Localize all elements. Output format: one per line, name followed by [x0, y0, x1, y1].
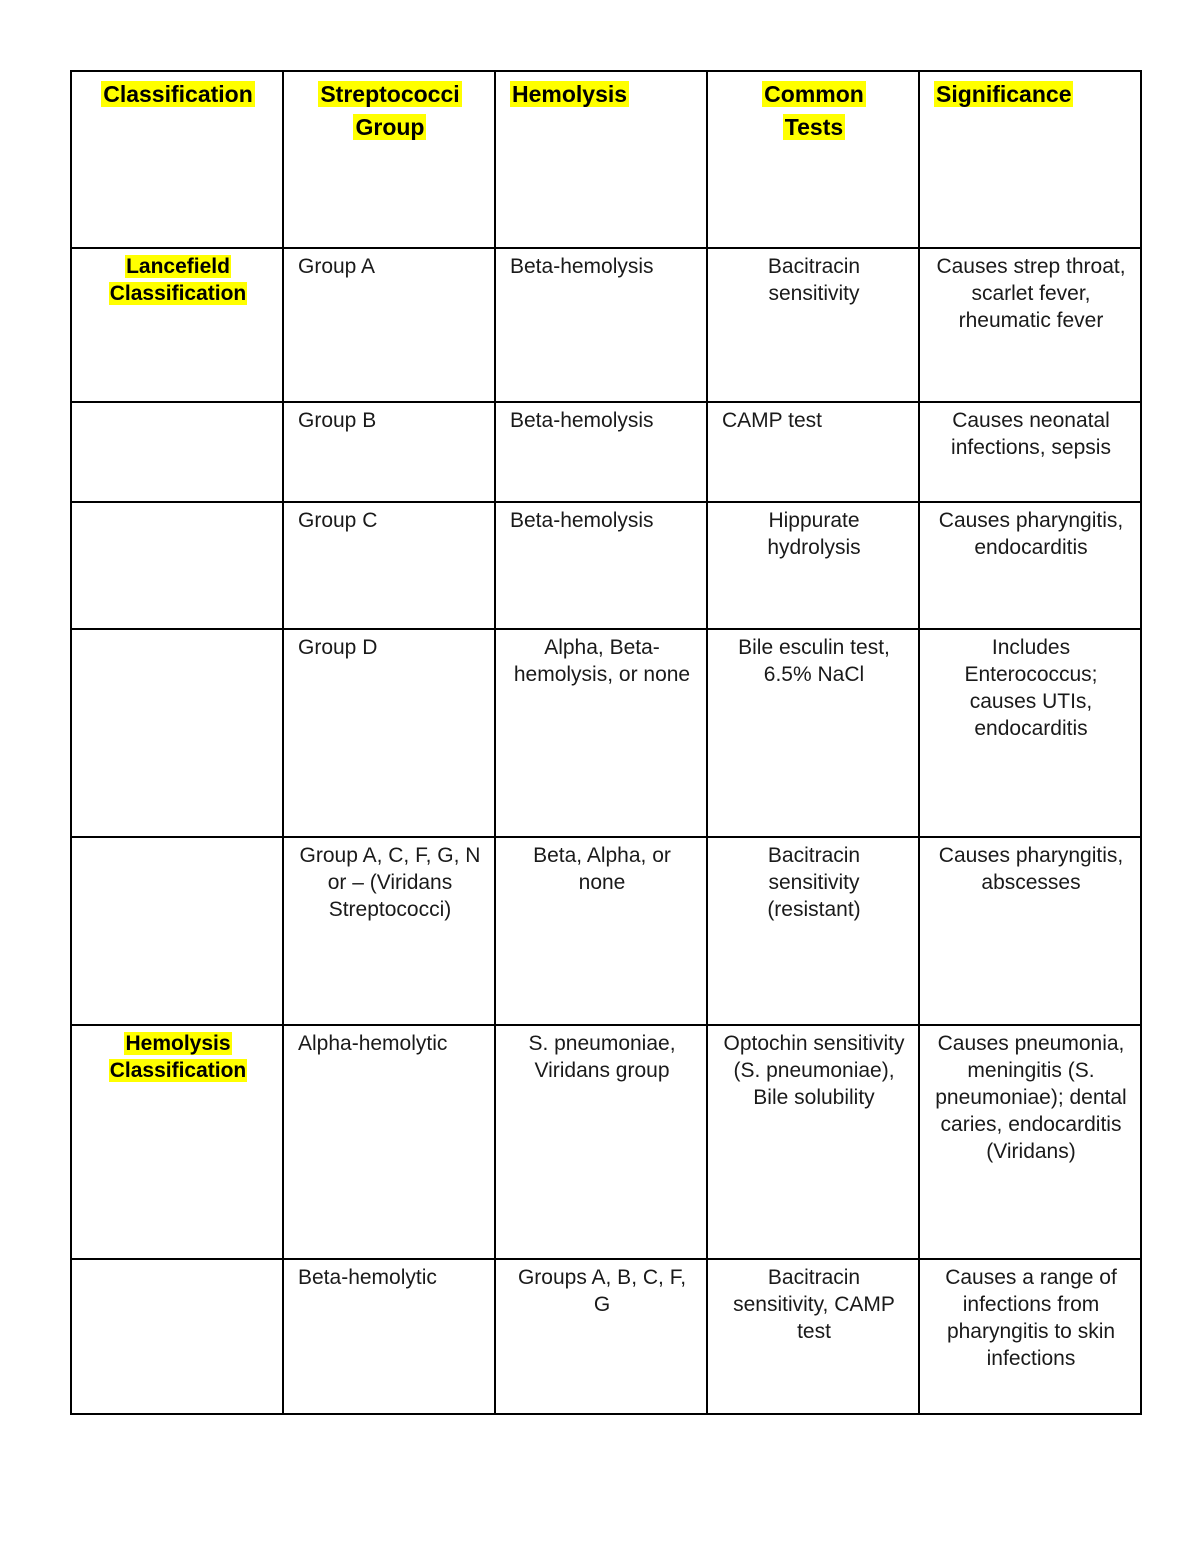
table-row [71, 1025, 1141, 1259]
tests-cell: Bile esculin test, 6.5% NaCl [707, 629, 919, 837]
significance-cell: Causes pharyngitis, abscesses [919, 837, 1141, 1025]
classification-cell [71, 1259, 283, 1414]
table-row [71, 837, 1141, 1025]
group-cell: Group A [283, 248, 495, 402]
hemolysis-cell: Alpha, Beta-hemolysis, or none [495, 629, 707, 837]
significance-cell: Causes neonatal infections, sepsis [919, 402, 1141, 502]
classification-cell [71, 629, 283, 837]
group-cell: Group C [283, 502, 495, 629]
hemolysis-cell: Beta-hemolysis [495, 502, 707, 629]
hemolysis-cell: Beta, Alpha, or none [495, 837, 707, 1025]
classification-cell: Lancefield Classification [71, 248, 283, 402]
header-classification: Classification [71, 71, 283, 248]
header-streptococci-group: Streptococci Group [283, 71, 495, 248]
group-cell: Group B [283, 402, 495, 502]
significance-cell: Causes pneumonia, meningitis (S. pneumoniae); dental caries, endocarditis (Viridans) [919, 1025, 1141, 1259]
significance-cell: Causes a range of infections from pharyngitis to skin infections [919, 1259, 1141, 1414]
tests-cell: Bacitracin sensitivity, CAMP test [707, 1259, 919, 1414]
header-common-tests: Common Tests [707, 71, 919, 248]
tests-cell: Optochin sensitivity (S. pneumoniae), Bile solubility [707, 1025, 919, 1259]
header-hemolysis: Hemolysis [495, 71, 707, 248]
table-row [71, 248, 1141, 402]
hemolysis-cell: Groups A, B, C, F, G [495, 1259, 707, 1414]
tests-cell: Bacitracin sensitivity (resistant) [707, 837, 919, 1025]
significance-cell: Includes Enterococcus; causes UTIs, endocarditis [919, 629, 1141, 837]
table-row [71, 1259, 1141, 1414]
streptococci-table [70, 70, 1142, 1415]
hemolysis-cell: Beta-hemolysis [495, 402, 707, 502]
classification-cell [71, 837, 283, 1025]
significance-cell: Causes strep throat, scarlet fever, rheumatic fever [919, 248, 1141, 402]
header-significance: Significance [919, 71, 1141, 248]
hemolysis-cell: Beta-hemolysis [495, 248, 707, 402]
hemolysis-cell: S. pneumoniae, Viridans group [495, 1025, 707, 1259]
table-row [71, 402, 1141, 502]
classification-cell: Hemolysis Classification [71, 1025, 283, 1259]
classification-cell [71, 402, 283, 502]
tests-cell: Bacitracin sensitivity [707, 248, 919, 402]
table-header-row [71, 71, 1141, 248]
table-row [71, 629, 1141, 837]
classification-cell [71, 502, 283, 629]
tests-cell: Hippurate hydrolysis [707, 502, 919, 629]
significance-cell: Causes pharyngitis, endocarditis [919, 502, 1141, 629]
group-cell: Alpha-hemolytic [283, 1025, 495, 1259]
table-row [71, 502, 1141, 629]
group-cell: Group D [283, 629, 495, 837]
group-cell: Group A, C, F, G, N or – (Viridans Streptococci) [283, 837, 495, 1025]
group-cell: Beta-hemolytic [283, 1259, 495, 1414]
tests-cell: CAMP test [707, 402, 919, 502]
